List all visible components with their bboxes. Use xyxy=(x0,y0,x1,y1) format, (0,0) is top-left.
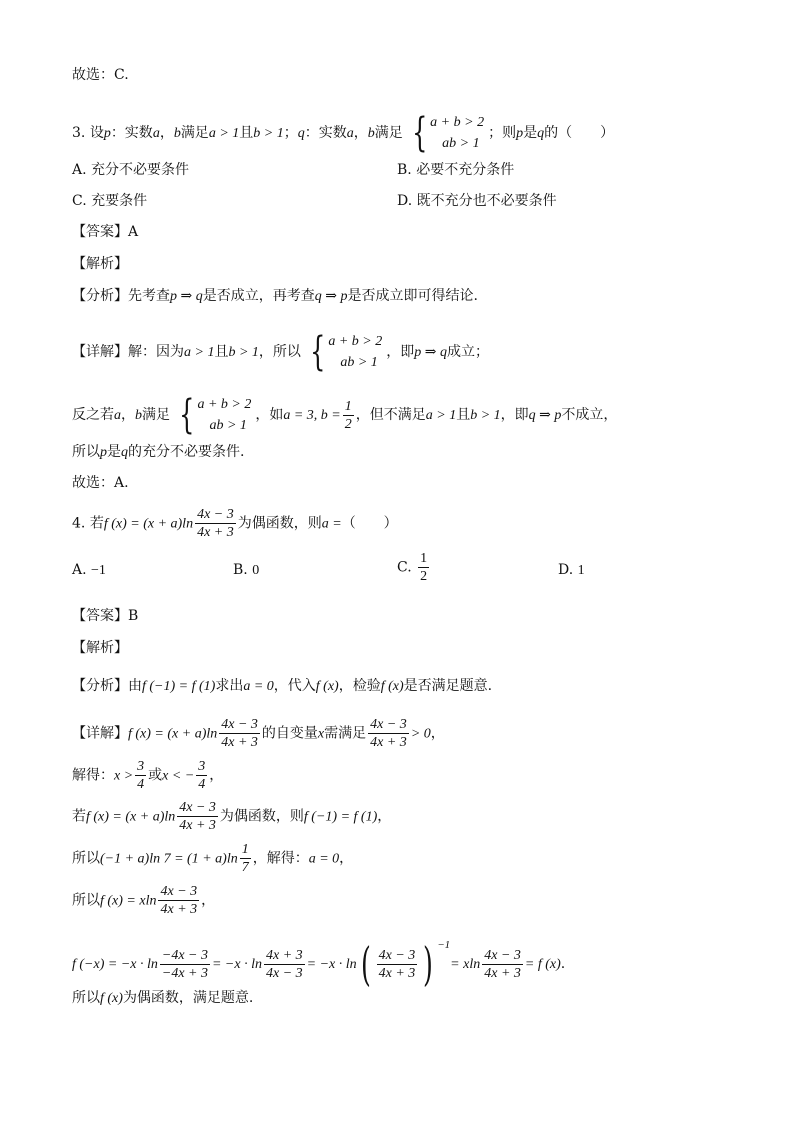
denominator: 4x + 3 xyxy=(378,965,416,981)
q4-verification-line xyxy=(72,935,566,991)
punctuation: ， xyxy=(339,850,354,867)
q3-stem-text: ， xyxy=(353,125,368,141)
detail-text: ， xyxy=(121,407,135,423)
inverted-fraction xyxy=(264,947,305,982)
option-letter: C. xyxy=(72,193,87,209)
q3-analysis-title xyxy=(72,254,128,274)
detail-text: ，所以 xyxy=(258,344,301,360)
detail-text: ，解得： xyxy=(252,850,309,867)
implication-q-p: q ⇒ p xyxy=(314,289,348,304)
detail-text: 为偶函数，满足题意. xyxy=(122,990,254,1006)
q4-analysis-title xyxy=(72,638,128,658)
detail-text: 满足 xyxy=(142,407,170,423)
f-minus-x: f (−x) = −x · ln xyxy=(72,957,158,972)
detail-label: 【详解】 xyxy=(72,344,128,360)
detail-text: 反之若 xyxy=(72,407,114,423)
var-a: a xyxy=(152,126,160,141)
var-b: b xyxy=(135,408,142,423)
or-text: 或 xyxy=(148,767,163,784)
q3-stem-text: ， xyxy=(159,125,174,141)
denominator: 2 xyxy=(344,416,352,432)
detail-text: 不成立， xyxy=(561,407,618,423)
equals-f-x: = f (x) xyxy=(524,957,561,972)
equation-ln7: (−1 + a)ln 7 = (1 + a)ln xyxy=(100,851,238,867)
q3-detail-line-1 xyxy=(72,331,489,373)
system-row-2: ab > 1 xyxy=(209,418,247,433)
var-p: p xyxy=(103,126,111,141)
x-greater: x > xyxy=(114,768,134,784)
equals-step: = xln xyxy=(450,957,481,972)
numerator: 4x + 3 xyxy=(265,947,303,963)
punctuation: ， xyxy=(377,808,392,825)
option-letter: B. xyxy=(397,162,412,178)
final-choice: 故选：A. xyxy=(72,475,129,491)
denominator: 4x + 3 xyxy=(221,735,258,750)
detail-text: 若 xyxy=(72,808,86,825)
q4-solve-line xyxy=(72,758,223,793)
q3-stem-text: 的（ ） xyxy=(544,125,615,141)
detail-text: 所以 xyxy=(72,892,100,909)
var-p: p xyxy=(100,445,107,460)
numerator: 1 xyxy=(241,842,249,857)
detail-text: 为偶函数，则 xyxy=(219,808,304,825)
numerator: 4x − 3 xyxy=(370,717,407,732)
analysis-heading: 【解析】 xyxy=(72,256,128,272)
detail-text: 所以 xyxy=(72,850,100,867)
system-row-1: a + b > 2 xyxy=(430,115,485,130)
equals-step: = −x · ln xyxy=(306,957,357,972)
var-p: p xyxy=(516,126,524,141)
var-x: x xyxy=(317,726,325,742)
f-x-equals: f (x) = xln xyxy=(100,893,157,909)
numerator: 4x − 3 xyxy=(484,947,521,963)
equals-step: = −x · ln xyxy=(211,957,262,972)
q3-detail-line-3 xyxy=(72,442,244,463)
punctuation: . xyxy=(560,956,566,972)
numerator: 3 xyxy=(198,759,206,774)
option-letter: A. xyxy=(72,162,87,178)
var-q: q xyxy=(537,126,545,141)
q3-stem-text: ； xyxy=(283,125,298,141)
neg-fraction xyxy=(160,947,210,982)
a-equals-zero: a = 0 xyxy=(308,851,340,867)
option-letter: B. xyxy=(233,562,248,578)
fraction-one-half xyxy=(418,550,429,585)
log-fraction xyxy=(377,947,418,982)
q4-stem-text: 若 xyxy=(89,515,104,532)
denominator: 4x + 3 xyxy=(160,902,198,917)
detail-text: 的自变量 xyxy=(261,725,318,742)
option-letter: D. xyxy=(397,193,413,209)
even-condition: f (−1) = f (1) xyxy=(303,809,378,825)
x-less: x < − xyxy=(162,768,195,784)
implication-q-p: q ⇒ p xyxy=(528,408,562,423)
answer-label: 【答案】 xyxy=(72,608,128,624)
fenxi-label: 【分析】 xyxy=(72,288,128,304)
q3-option-d xyxy=(397,191,557,211)
f-of-x: f (x) xyxy=(380,679,404,694)
q4-fx-line xyxy=(72,883,215,918)
option-text: 必要不充分条件 xyxy=(416,162,515,178)
q3-answer xyxy=(72,222,138,242)
fenxi-label: 【分析】 xyxy=(72,678,128,694)
inequality-system xyxy=(305,331,382,373)
q4-option-c xyxy=(397,550,431,585)
system-row-1: a + b > 2 xyxy=(328,334,383,349)
option-value: 1 xyxy=(577,563,585,578)
implication-p-q: p ⇒ q xyxy=(414,345,447,360)
q3-stem xyxy=(72,112,614,154)
numerator: 3 xyxy=(137,759,145,774)
system-row-2: ab > 1 xyxy=(340,355,378,370)
counterexample: a = 3, b = xyxy=(283,408,341,423)
denominator: 4x + 3 xyxy=(197,525,234,540)
q3-option-a xyxy=(72,160,189,180)
fenxi-text: 由 xyxy=(128,678,142,694)
fraction-three-quarters xyxy=(196,758,207,793)
left-paren: ( xyxy=(360,937,371,991)
q4-option-a xyxy=(72,560,106,581)
q3-stem-text: ：实数 xyxy=(110,125,153,141)
inequality-system xyxy=(174,394,251,436)
var-a: a xyxy=(114,408,121,423)
detail-text: 所以 xyxy=(72,990,100,1006)
function-definition: f (x) = (x + a)ln xyxy=(128,726,218,742)
q4-detail-line-1 xyxy=(72,716,445,751)
numerator: 4x − 3 xyxy=(378,947,416,963)
detail-text: 成立； xyxy=(447,344,489,360)
left-brace: { xyxy=(411,110,428,156)
f-of-x: f (x) xyxy=(100,991,123,1006)
domain-fraction xyxy=(368,716,409,751)
q4-stem-text: 为偶函数，则 xyxy=(237,515,322,532)
q4-stem xyxy=(72,506,398,541)
q3-stem-text: 满足 xyxy=(180,125,209,141)
var-q: q xyxy=(121,445,128,460)
numerator: 4x − 3 xyxy=(221,717,258,732)
even-condition: f (−1) = f (1) xyxy=(142,679,216,694)
cond-a-gt-1: a > 1 xyxy=(184,345,215,360)
q3-stem-text: ；则 xyxy=(488,125,517,141)
function-definition: f (x) = (x + a)ln xyxy=(103,516,194,532)
log-fraction xyxy=(482,947,523,982)
q3-detail-line-2 xyxy=(72,394,617,436)
q4-option-b xyxy=(233,560,259,581)
q2-conclusion xyxy=(72,65,129,85)
log-fraction xyxy=(177,799,218,834)
detail-text: ， xyxy=(430,725,445,742)
q4-solve-a-line xyxy=(72,841,353,876)
f-of-x: f (x) xyxy=(315,679,339,694)
option-text: 既不充分也不必要条件 xyxy=(416,193,557,209)
q3-stem-text: 且 xyxy=(239,125,254,141)
fraction-three-quarters xyxy=(135,758,146,793)
q3-fenxi xyxy=(72,286,478,307)
detail-text: 需满足 xyxy=(324,725,367,742)
option-letter: A. xyxy=(72,562,87,578)
cond-a-gt-1: a > 1 xyxy=(425,408,457,423)
q3-stem-text: ：实数 xyxy=(304,125,347,141)
answer-value: B xyxy=(128,608,139,624)
detail-text: 是 xyxy=(107,444,121,460)
numerator: −4x − 3 xyxy=(161,947,208,963)
greater-than-zero: > 0 xyxy=(410,726,431,742)
system-row-2: ab > 1 xyxy=(442,136,480,151)
a-equals: a = xyxy=(321,516,342,532)
denominator: 4 xyxy=(198,777,206,792)
q4-number: 4. xyxy=(72,515,86,532)
denominator: −4x + 3 xyxy=(161,965,208,981)
implication-p-q: p ⇒ q xyxy=(170,289,203,304)
solve-label: 解得： xyxy=(72,767,114,784)
fenxi-text: 先考查 xyxy=(128,288,170,304)
detail-text: ，如 xyxy=(255,407,284,423)
answer-value: A xyxy=(128,224,139,240)
q3-final xyxy=(72,473,129,493)
inequality-system xyxy=(407,112,484,154)
punctuation: ， xyxy=(201,892,216,909)
detail-text: ，即 xyxy=(386,344,415,360)
q4-conclusion xyxy=(72,988,253,1009)
option-text: 充分不必要条件 xyxy=(91,162,190,178)
fenxi-text: ，检验 xyxy=(338,678,381,694)
q4-even-line xyxy=(72,799,391,834)
punctuation: ， xyxy=(209,767,224,784)
detail-text: 所以 xyxy=(72,444,100,460)
left-brace: { xyxy=(309,329,326,375)
system-row-1: a + b > 2 xyxy=(197,397,252,412)
numerator: 1 xyxy=(420,551,428,566)
denominator: 7 xyxy=(241,860,249,875)
option-letter: C. xyxy=(397,559,412,576)
fenxi-text: 是否成立，再考查 xyxy=(202,288,315,304)
denominator: 4x − 3 xyxy=(265,965,303,981)
q3-option-b xyxy=(397,160,514,180)
detail-text: 的充分不必要条件. xyxy=(128,444,245,460)
cond-a-gt-1: a > 1 xyxy=(208,126,240,141)
log-fraction xyxy=(158,883,199,918)
q4-option-d xyxy=(558,560,585,581)
q2-choice-line: 故选：C. xyxy=(72,67,129,83)
var-a: a xyxy=(346,126,354,141)
numerator: 4x − 3 xyxy=(179,800,216,815)
function-definition: f (x) = (x + a)ln xyxy=(86,809,176,825)
detail-text: ，即 xyxy=(500,407,529,423)
q4-stem-text: （ ） xyxy=(341,515,398,532)
q3-stem-text: 满足 xyxy=(374,125,403,141)
analysis-heading: 【解析】 xyxy=(72,640,128,656)
denominator: 4x + 3 xyxy=(484,965,521,981)
var-b: b xyxy=(173,126,181,141)
option-letter: D. xyxy=(558,562,574,578)
option-value: −1 xyxy=(91,563,106,578)
fenxi-text: 是否满足题意. xyxy=(403,678,493,694)
numerator: 4x − 3 xyxy=(160,884,198,899)
detail-text: 且 xyxy=(456,407,471,423)
fenxi-text: ，代入 xyxy=(273,678,316,694)
denominator: 2 xyxy=(420,569,428,584)
numerator: 1 xyxy=(344,398,352,414)
cond-b-gt-1: b > 1 xyxy=(470,408,501,423)
denominator: 4x + 3 xyxy=(370,735,407,750)
log-fraction xyxy=(195,506,236,541)
fraction-one-half xyxy=(343,398,354,433)
right-paren: ) xyxy=(423,937,434,991)
var-q: q xyxy=(297,126,305,141)
left-brace: { xyxy=(179,392,195,438)
log-fraction xyxy=(219,716,260,751)
cond-b-gt-1: b > 1 xyxy=(228,345,259,360)
a-equals-zero: a = 0 xyxy=(243,679,274,694)
q3-option-c xyxy=(72,191,147,211)
option-text: 充要条件 xyxy=(91,193,148,209)
denominator: 4x + 3 xyxy=(179,818,216,833)
q4-answer xyxy=(72,606,138,626)
fraction-one-seventh xyxy=(240,841,251,876)
detail-text: 且 xyxy=(214,344,229,360)
detail-label: 【详解】 xyxy=(72,725,128,742)
q3-stem-text: 设 xyxy=(89,125,104,141)
fenxi-text: 是否成立即可得结论. xyxy=(347,288,478,304)
option-value: 0 xyxy=(252,563,260,578)
fenxi-text: 求出 xyxy=(215,678,244,694)
cond-b-gt-1: b > 1 xyxy=(253,126,284,141)
detail-text: ，但不满足 xyxy=(355,407,426,423)
numerator: 4x − 3 xyxy=(197,507,234,522)
exponent: −1 xyxy=(437,939,451,951)
q3-number: 3. xyxy=(72,125,86,141)
q4-fenxi xyxy=(72,676,492,697)
var-b: b xyxy=(367,126,375,141)
q3-stem-text: 是 xyxy=(523,125,538,141)
denominator: 4 xyxy=(137,777,145,792)
answer-label: 【答案】 xyxy=(72,224,128,240)
detail-text: 解：因为 xyxy=(128,344,184,360)
